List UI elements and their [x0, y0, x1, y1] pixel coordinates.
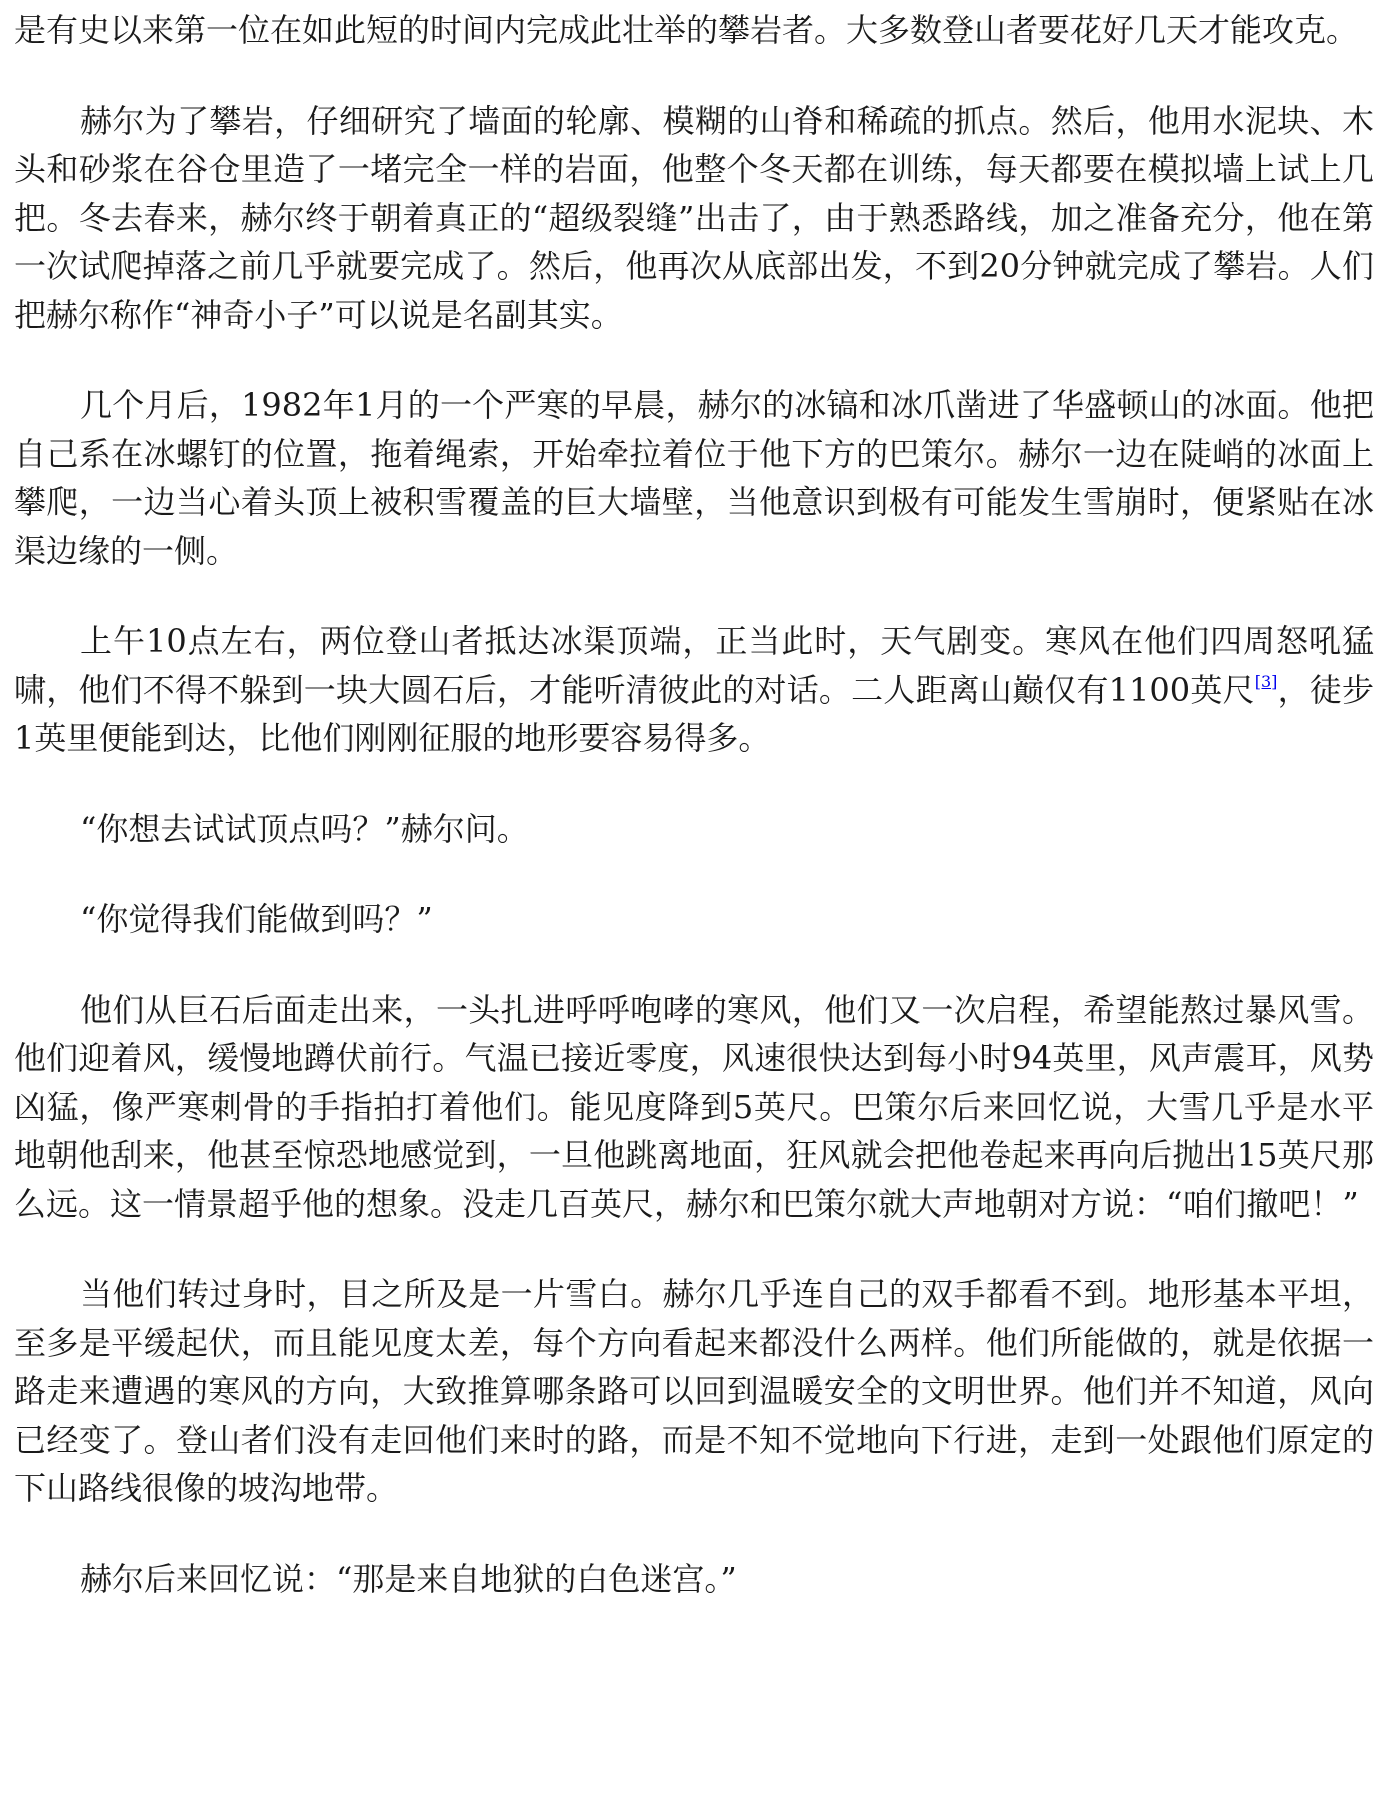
- paragraph-text: 上午10点左右，两位登山者抵达冰渠顶端，正当此时，天气剧变。寒风在他们四周怒吼猛啸，他们不得不躲到一块大圆石后，才能听清彼此的对话。二人距离山巅仅有1100英尺: [14, 622, 1374, 709]
- footnote-link[interactable]: [3]: [1254, 671, 1278, 691]
- paragraph-9: [14, 1555, 1374, 1604]
- paragraph-1: [14, 6, 1374, 55]
- paragraph-2: [14, 97, 1374, 340]
- paragraph-6: [14, 895, 1374, 944]
- dialogue-line: “你觉得我们能做到吗？”: [80, 900, 433, 938]
- paragraph-text: ，徒步1英里便能到达，比他们刚刚征服的地形要容易得多。: [14, 670, 1374, 757]
- paragraph-8: [14, 1270, 1374, 1513]
- paragraph-5: [14, 805, 1374, 854]
- paragraph-text: 他们从巨石后面走出来，一头扎进呼呼咆哮的寒风，他们又一次启程，希望能熬过暴风雪。他们迎着风，缓慢地蹲伏前行。气温已接近零度，风速很快达到每小时94英里，风声震耳，风势凶猛，像严寒刺骨的手指拍打着他们。能见度降到5英尺。巴策尔后来回忆说，大雪几乎是水平地朝他刮来，他甚至惊恐地感觉到，一旦他跳离地面，狂风就会把他卷起来再向后抛出15英尺那么远。这一情景超乎他的想象。没走几百英尺，赫尔和巴策尔就大声地朝对方说：“咱们撤吧！”: [14, 990, 1374, 1223]
- dialogue-line: 赫尔后来回忆说：“那是来自地狱的白色迷宫。”: [80, 1559, 737, 1598]
- dialogue-line: “你想去试试顶点吗？”赫尔问。: [80, 809, 529, 848]
- paragraph-4: [14, 617, 1374, 763]
- paragraph-text: 赫尔为了攀岩，仔细研究了墙面的轮廓、模糊的山脊和稀疏的抓点。然后，他用水泥块、木头和砂浆在谷仓里造了一堵完全一样的岩面，他整个冬天都在训练，每天都要在模拟墙上试上几把。冬去春来，赫尔终于朝着真正的“超级裂缝”出击了，由于熟悉路线，加之准备充分，他在第一次试爬掉落之前几乎就要完成了。然后，他再次从底部出发，不到20分钟就完成了攀岩。人们把赫尔称作“神奇小子”可以说是名副其实。: [14, 101, 1374, 334]
- paragraph-7: [14, 986, 1374, 1229]
- paragraph-text: 当他们转过身时，目之所及是一片雪白。赫尔几乎连自己的双手都看不到。地形基本平坦，至多是平缓起伏，而且能见度太差，每个方向看起来都没什么两样。他们所能做的，就是依据一路走来遭遇的寒风的方向，大致推算哪条路可以回到温暖安全的文明世界。他们并不知道，风向已经变了。登山者们没有走回他们来时的路，而是不知不觉地向下行进，走到一处跟他们原定的下山路线很像的坡沟地带。: [14, 1275, 1374, 1507]
- document-page: [14, 6, 1374, 1645]
- paragraph-3: [14, 381, 1374, 575]
- paragraph-text: 是有史以来第一位在如此短的时间内完成此壮举的攀岩者。大多数登山者要花好几天才能攻克。: [14, 11, 1359, 49]
- paragraph-text: 几个月后，1982年1月的一个严寒的早晨，赫尔的冰镐和冰爪凿进了华盛顿山的冰面。他把自己系在冰螺钉的位置，拖着绳索，开始牵拉着位于他下方的巴策尔。赫尔一边在陡峭的冰面上攀爬，一边当心着头顶上被积雪覆盖的巨大墙壁，当他意识到极有可能发生雪崩时，便紧贴在冰渠边缘的一侧。: [14, 386, 1374, 570]
